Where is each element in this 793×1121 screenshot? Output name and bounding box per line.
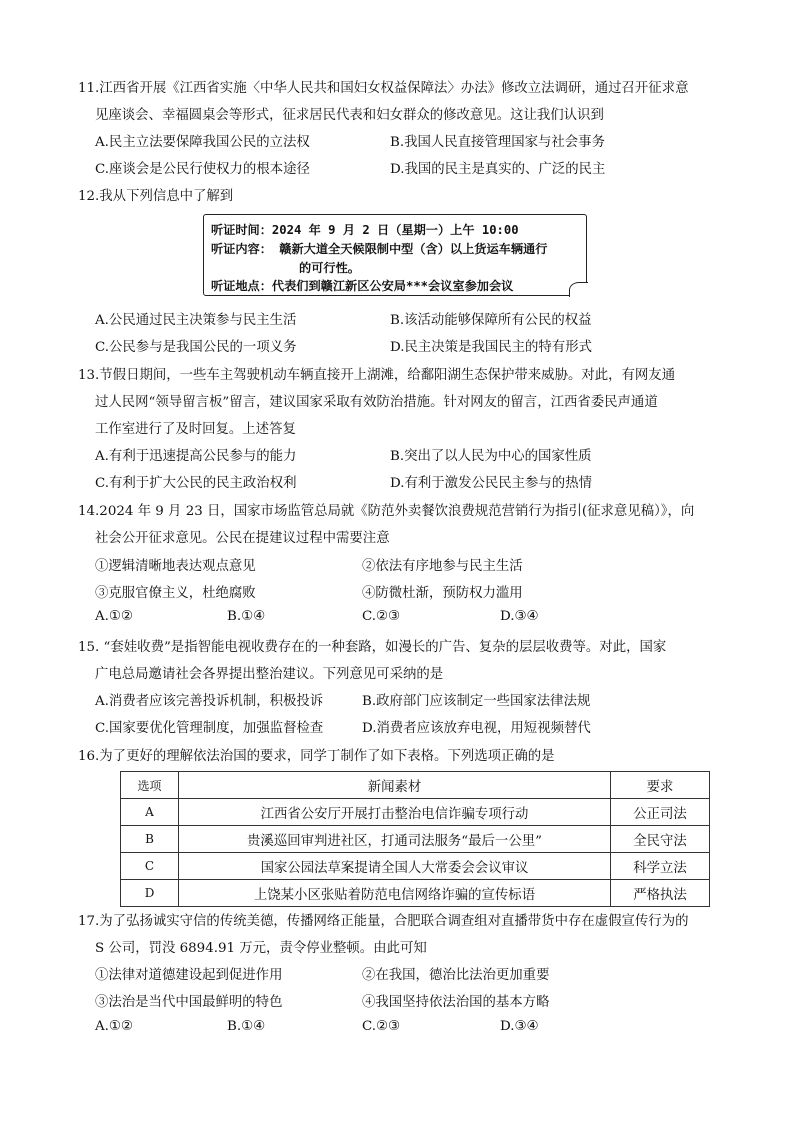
q12-option-b: B.该活动能够保障所有公民的权益 (390, 313, 592, 328)
hearing-notice-box (203, 214, 587, 296)
q13-option-b: B.突出了以人民为中心的国家性质 (390, 449, 592, 464)
q17-stem-line1: 17.为了弘扬诚实守信的传统美德，传播网络正能量，合肥联合调查组对直播带货中存在虚假宣传行为的 (78, 914, 689, 929)
row-c-requirement: 科学立法 (611, 853, 710, 880)
q17-choice-a: A.①② (95, 1019, 133, 1034)
q12-stem: 12.我从下列信息中了解到 (78, 189, 234, 204)
q11-option-a: A.民主立法要保障我国公民的立法权 (95, 135, 310, 150)
q13-option-d: D.有利于激发公民民主参与的热情 (390, 476, 592, 491)
q14-statement-2: ②依法有序地参与民主生活 (362, 559, 523, 574)
row-b-material: 贵溪巡回审判进社区，打通司法服务“最后一公里” (179, 826, 611, 853)
page-curl-decoration (569, 282, 588, 297)
row-b-requirement: 全民守法 (611, 826, 710, 853)
q13-stem-line1: 13.节假日期间，一些车主驾驶机动车辆直接开上湖滩，给鄱阳湖生态保护带来威胁。对此，有网友通 (78, 368, 676, 383)
q14-choice-d: D.③④ (500, 609, 539, 624)
row-d-material: 上饶某小区张贴着防范电信网络诈骗的宣传标语 (179, 880, 611, 907)
notice-content: 听证内容： 赣新大道全天候限制中型（含）以上货运车辆通行 (211, 242, 548, 256)
q15-option-a: A.消费者应该完善投诉机制，积极投诉 (95, 694, 324, 709)
q11-option-d: D.我国的民主是真实的、广泛的民主 (390, 162, 606, 177)
q11-stem-line2: 见座谈会、幸福圆桌会等形式，征求居民代表和妇女群众的修改意见。这让我们认识到 (95, 108, 604, 123)
row-a-requirement: 公正司法 (611, 799, 710, 826)
q17-stem-line2: S 公司，罚没 6894.91 万元，责令停业整顿。由此可知 (95, 941, 427, 956)
q17-statement-4: ④我国坚持依法治国的基本方略 (362, 995, 550, 1010)
row-c-option: C (121, 853, 179, 880)
q17-statement-1: ①法律对道德建设起到促进作用 (95, 968, 283, 983)
q14-choice-a: A.①② (95, 609, 133, 624)
q13-stem-line3: 工作室进行了及时回复。上述答复 (95, 422, 296, 437)
q12-option-a: A.公民通过民主决策参与民主生活 (95, 313, 297, 328)
table-row (121, 853, 710, 880)
q14-statement-4: ④防微杜渐，预防权力滥用 (362, 586, 523, 601)
q15-option-c: C.国家要优化管理制度，加强监督检查 (95, 721, 324, 736)
q15-option-d: D.消费者应该放弃电视，用短视频替代 (362, 721, 591, 736)
q17-statement-3: ③法治是当代中国最鲜明的特色 (95, 995, 283, 1010)
table-row (121, 880, 710, 907)
row-a-material: 江西省公安厅开展打击整治电信诈骗专项行动 (179, 799, 611, 826)
q14-stem-line1: 14.2024 年 9 月 23 日，国家市场监管总局就《防范外卖餐饮浪费规范营销行为指引(征求意见稿）》，向 (78, 504, 695, 519)
q16-stem: 16.为了更好的理解依法治国的要求，同学丁制作了如下表格。下列选项正确的是 (78, 749, 555, 764)
notice-time: 听证时间：2024 年 9 月 2 日（星期一）上午 10:00 (211, 223, 519, 237)
news-table (120, 771, 710, 907)
q14-stem-line2: 社会公开征求意见。公民在提建议过程中需要注意 (95, 531, 390, 546)
q13-option-a: A.有利于迅速提高公民参与的能力 (95, 449, 297, 464)
notice-content-cont: 的可行性。 (211, 261, 360, 275)
header-material: 新闻素材 (179, 772, 611, 799)
q13-stem-line2: 过人民网“领导留言板”留言，建议国家采取有效防治措施。针对网友的留言，江西省委民声通道 (95, 395, 658, 410)
q15-stem-line2: 广电总局邀请社会各界提出整治建议。下列意见可采纳的是 (95, 667, 444, 682)
table-row (121, 799, 710, 826)
q11-stem-line1: 11.江西省开展《江西省实施〈中华人民共和国妇女权益保障法〉办法》修改立法调研，通过召开征求意 (78, 81, 689, 96)
q12-option-d: D.民主决策是我国民主的特有形式 (390, 340, 592, 355)
q13-option-c: C.有利于扩大公民的民主政治权利 (95, 476, 297, 491)
row-b-option: B (121, 826, 179, 853)
q17-choice-c: C.②③ (362, 1019, 401, 1034)
q15-stem-line1: 15. “套娃收费”是指智能电视收费存在的一种套路，如漫长的广告、复杂的层层收费等。对此，国家 (78, 640, 667, 655)
q17-choice-b: B.①④ (227, 1019, 266, 1034)
table-row (121, 826, 710, 853)
q14-statement-1: ①逻辑清晰地表达观点意见 (95, 559, 256, 574)
row-c-material: 国家公园法草案提请全国人大常委会会议审议 (179, 853, 611, 880)
q15-option-b: B.政府部门应该制定一些国家法律法规 (362, 694, 591, 709)
q14-statement-3: ③克服官僚主义，杜绝腐败 (95, 586, 256, 601)
q11-option-b: B.我国人民直接管理国家与社会事务 (390, 135, 605, 150)
row-a-option: A (121, 799, 179, 826)
q14-choice-b: B.①④ (227, 609, 266, 624)
q11-option-c: C.座谈会是公民行使权力的根本途径 (95, 162, 310, 177)
q14-choice-c: C.②③ (362, 609, 401, 624)
row-d-requirement: 严格执法 (611, 880, 710, 907)
q17-statement-2: ②在我国，德治比法治更加重要 (362, 968, 550, 983)
q17-choice-d: D.③④ (500, 1019, 539, 1034)
table-header-row (121, 772, 710, 799)
q12-option-c: C.公民参与是我国公民的一项义务 (95, 340, 297, 355)
row-d-option: D (121, 880, 179, 907)
header-requirement: 要求 (611, 772, 710, 799)
header-option: 选项 (121, 772, 179, 799)
notice-location: 听证地点：代表们到赣江新区公安局***会议室参加会议 (211, 279, 514, 293)
